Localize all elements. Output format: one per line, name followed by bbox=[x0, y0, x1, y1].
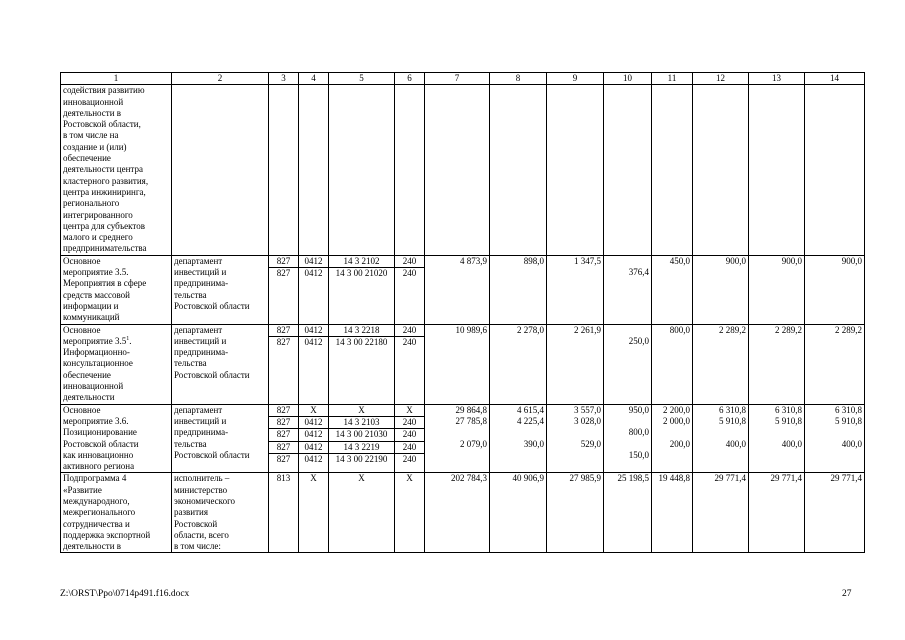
page-number: 27 bbox=[842, 589, 852, 599]
cell-text-line: обеспечение bbox=[63, 369, 111, 380]
cell-text-line: 2 278,0 bbox=[517, 324, 544, 335]
cell-text-line: в том числе на bbox=[63, 130, 119, 141]
year-value-cell bbox=[749, 404, 805, 473]
cell-text-line: поддержка экспортной bbox=[63, 529, 151, 540]
year-value-cell bbox=[490, 324, 547, 404]
cell-text-line: 813 bbox=[276, 473, 291, 484]
cell-text-line: 14 3 2102 bbox=[343, 255, 380, 266]
cell-text-line: 29 771,4 bbox=[830, 473, 862, 484]
year-value-cell bbox=[652, 255, 693, 324]
cell-text-line: департамент bbox=[174, 324, 223, 335]
cell-text-line: 827 bbox=[269, 267, 298, 279]
cell-text-line: 400,0 bbox=[781, 438, 802, 449]
item-name-cell bbox=[61, 324, 172, 404]
cell-text-line: 25 198,5 bbox=[617, 473, 649, 484]
cell-text-line bbox=[654, 427, 690, 438]
column-number-header-row bbox=[61, 73, 865, 85]
cell-text-line: 827 bbox=[269, 416, 298, 428]
cell-text-line bbox=[807, 450, 862, 461]
year-value-cell bbox=[693, 404, 749, 473]
cell-text-line: инновационной bbox=[63, 96, 124, 107]
cell-text-line: Ростовской области, bbox=[63, 119, 141, 130]
cell-text-line: Позиционирование bbox=[63, 427, 137, 438]
cell-text-line: 10 bbox=[623, 73, 632, 83]
cell-text-line: 4 225,4 bbox=[517, 415, 544, 426]
cell-text-line: 40 906,9 bbox=[512, 473, 544, 484]
cell-text-line: мероприятие $3.5^1$. bbox=[63, 335, 132, 346]
budget-table-sheet bbox=[60, 72, 864, 553]
cell-text-line: консультационное bbox=[63, 358, 133, 369]
cell-text-line: 6 bbox=[407, 73, 412, 83]
cell-text-line: 0412 bbox=[299, 267, 328, 279]
cell-text-line: деятельности в bbox=[63, 541, 122, 552]
year-value-cell bbox=[693, 255, 749, 324]
cell-text-line: 827 bbox=[269, 441, 298, 453]
cell-text-line: создание и (или) bbox=[63, 141, 127, 152]
cell-text-line: тельства bbox=[174, 289, 207, 300]
cell-text-line: 240 bbox=[395, 441, 424, 453]
column-number bbox=[172, 73, 269, 85]
cell-text-line: предпринимательства bbox=[63, 243, 147, 254]
cell-text-line: 14 3 2218 bbox=[343, 324, 380, 335]
cell-text-line bbox=[427, 427, 487, 438]
cell-text-line: активного региона bbox=[63, 461, 135, 472]
cell-text-line: 376,4 bbox=[628, 267, 649, 278]
cell-text-line: 0412 bbox=[299, 428, 328, 440]
cell-text-line: 250,0 bbox=[628, 335, 649, 346]
item-name-cell bbox=[61, 85, 172, 255]
cell-text-line: 1 bbox=[113, 73, 119, 83]
cell-text-line: 7 bbox=[454, 73, 460, 83]
cell-text-line: Ростовской bbox=[174, 518, 218, 529]
target-article-cell bbox=[329, 255, 395, 324]
cell-text-line: предпринима- bbox=[174, 347, 229, 358]
cell-text-line: 5 bbox=[359, 73, 364, 83]
cell-text-line: 2 bbox=[217, 73, 223, 83]
cell-text-line bbox=[549, 450, 601, 461]
column-number bbox=[805, 73, 865, 85]
cell-text-line: регионального bbox=[63, 198, 120, 209]
cell-text-line: 6 310,8 bbox=[835, 404, 862, 415]
table-row bbox=[61, 255, 865, 324]
cell-text-line: 200,0 bbox=[669, 438, 690, 449]
column-number bbox=[693, 73, 749, 85]
total-cell bbox=[425, 404, 490, 473]
year-value-cell bbox=[652, 324, 693, 404]
cell-text-line: 898,0 bbox=[523, 255, 544, 266]
cell-text-line: мероприятие 3.6. bbox=[63, 415, 129, 426]
cell-text-line: 400,0 bbox=[841, 438, 862, 449]
cell-text-line: 9 bbox=[572, 73, 578, 83]
cell-text-line: 0412 bbox=[299, 336, 328, 348]
target-article-cell bbox=[329, 473, 395, 553]
cell-text-line bbox=[695, 427, 746, 438]
year-value-cell bbox=[604, 404, 652, 473]
column-number bbox=[61, 73, 172, 85]
cell-text-line bbox=[492, 450, 544, 461]
cell-text-line: 6 310,8 bbox=[719, 404, 746, 415]
cell-text-line: X bbox=[310, 404, 317, 415]
cell-text-line: 0412 bbox=[304, 324, 323, 335]
total-cell bbox=[425, 473, 490, 553]
cell-text-line: Мероприятия в сфере bbox=[63, 278, 147, 289]
expense-type-cell bbox=[395, 324, 425, 404]
cell-text-line: тельства bbox=[174, 358, 207, 369]
year-value-cell bbox=[490, 255, 547, 324]
cell-text-line: 800,0 bbox=[669, 324, 690, 335]
cell-text-line: инвестиций и bbox=[174, 335, 227, 346]
cell-text-line: 5 910,8 bbox=[835, 415, 862, 426]
cell-text-line: 202 784,3 bbox=[451, 473, 487, 484]
column-number bbox=[490, 73, 547, 85]
column-number bbox=[604, 73, 652, 85]
cell-text-line: 29 771,4 bbox=[770, 473, 802, 484]
cell-text-line: исполнитель – bbox=[174, 473, 230, 484]
cell-text-line: 529,0 bbox=[580, 438, 601, 449]
table-row bbox=[61, 473, 865, 553]
cell-text-line: экономического bbox=[174, 495, 236, 506]
year-value-cell bbox=[693, 473, 749, 553]
cell-text-line: Подпрограмма 4 bbox=[63, 473, 127, 484]
column-number bbox=[749, 73, 805, 85]
cell-text-line: 240 bbox=[402, 255, 417, 266]
year-value-cell bbox=[805, 324, 865, 404]
cell-text-line: 827 bbox=[269, 336, 298, 348]
cell-text-line: 400,0 bbox=[725, 438, 746, 449]
year-value-cell bbox=[604, 255, 652, 324]
cell-text-line: Информационно- bbox=[63, 347, 130, 358]
cell-text-line: X bbox=[406, 404, 413, 415]
expense-type-cell bbox=[395, 473, 425, 553]
total-cell bbox=[425, 255, 490, 324]
year-value-cell bbox=[652, 404, 693, 473]
cell-text-line: 2 000,0 bbox=[663, 415, 690, 426]
cell-text-line: 6 310,8 bbox=[775, 404, 802, 415]
grbs-code-cell bbox=[269, 255, 299, 324]
cell-text-line: 14 3 2103 bbox=[329, 416, 394, 428]
cell-text-line: Ростовской области bbox=[63, 438, 139, 449]
cell-text-line: 150,0 bbox=[628, 449, 649, 460]
cell-text-line: коммуникаций bbox=[63, 312, 120, 323]
grbs-code-cell bbox=[269, 324, 299, 404]
executor-cell bbox=[172, 404, 269, 473]
cell-text-line: 4 873,9 bbox=[460, 255, 487, 266]
cell-text-line: 827 bbox=[276, 255, 291, 266]
cell-text-line: центра инжиниринга, bbox=[63, 186, 146, 197]
cell-text-line: 950,0 bbox=[628, 404, 649, 415]
cell-text-line: 390,0 bbox=[523, 438, 544, 449]
year-value-cell bbox=[805, 473, 865, 553]
column-number bbox=[425, 73, 490, 85]
cell-text-line: 14 3 00 21020 bbox=[329, 267, 394, 279]
cell-text-line: 29 864,8 bbox=[455, 404, 487, 415]
cell-text-line: предпринима- bbox=[174, 427, 229, 438]
cell-text-line: 5 910,8 bbox=[719, 415, 746, 426]
cell-text-line: департамент bbox=[174, 255, 223, 266]
cell-text-line: Ростовской области bbox=[174, 449, 250, 460]
cell-text-line bbox=[654, 450, 690, 461]
cell-text-line: 240 bbox=[395, 453, 424, 465]
cell-text-line: малого и среднего bbox=[63, 232, 133, 243]
cell-text-line: в том числе: bbox=[174, 541, 221, 552]
executor-cell bbox=[172, 473, 269, 553]
cell-text-line: 5 910,8 bbox=[775, 415, 802, 426]
cell-text-line: 27 785,8 bbox=[455, 415, 487, 426]
cell-text-line: 900,0 bbox=[841, 255, 862, 266]
year-value-cell bbox=[490, 473, 547, 553]
cell-text-line: 14 3 00 21030 bbox=[329, 428, 394, 440]
cell-text-line bbox=[427, 450, 487, 461]
cell-text-line: деятельности bbox=[63, 392, 115, 403]
cell-text-line: Ростовской области bbox=[174, 300, 250, 311]
cell-text-line: 800,0 bbox=[628, 427, 649, 438]
cell-text-line: содействия развитию bbox=[63, 85, 145, 96]
year-value-cell bbox=[693, 324, 749, 404]
cell-text-line: 14 3 00 22190 bbox=[329, 453, 394, 465]
cell-text-line: сотрудничества и bbox=[63, 518, 130, 529]
year-value-cell bbox=[604, 324, 652, 404]
cell-text-line: 240 bbox=[395, 336, 424, 348]
cell-text-line: 450,0 bbox=[669, 255, 690, 266]
cell-text-line bbox=[751, 450, 802, 461]
cell-text-line bbox=[606, 416, 649, 427]
cell-text-line: 10 989,6 bbox=[455, 324, 487, 335]
column-number bbox=[652, 73, 693, 85]
column-number bbox=[395, 73, 425, 85]
cell-text-line: 8 bbox=[515, 73, 521, 83]
cell-text-line: 14 bbox=[830, 73, 839, 83]
section-code-cell bbox=[299, 255, 329, 324]
cell-text-line: 240 bbox=[395, 416, 424, 428]
cell-text-line: 900,0 bbox=[781, 255, 802, 266]
subprogram-name-cell bbox=[61, 473, 172, 553]
executor-cell bbox=[172, 255, 269, 324]
cell-text-line: 2 289,2 bbox=[719, 324, 746, 335]
cell-text-line: 1 347,5 bbox=[574, 255, 601, 266]
cell-text-line: центра для субъектов bbox=[63, 220, 145, 231]
section-code-cell bbox=[299, 473, 329, 553]
cell-text-line: 29 771,4 bbox=[714, 473, 746, 484]
cell-text-line: 3 028,0 bbox=[574, 415, 601, 426]
cell-text-line: 240 bbox=[402, 324, 417, 335]
cell-text-line: 14 3 00 22180 bbox=[329, 336, 394, 348]
cell-text-line: 2 261,9 bbox=[574, 324, 601, 335]
year-value-cell bbox=[749, 473, 805, 553]
cell-text-line bbox=[549, 427, 601, 438]
cell-text-line: 0412 bbox=[299, 453, 328, 465]
cell-text-line bbox=[695, 450, 746, 461]
cell-text-line: Ростовской области bbox=[174, 369, 250, 380]
year-value-cell bbox=[547, 404, 604, 473]
year-value-cell bbox=[652, 473, 693, 553]
cell-text-line: 27 985,9 bbox=[569, 473, 601, 484]
column-number bbox=[299, 73, 329, 85]
cell-text-line: Основное bbox=[63, 404, 101, 415]
column-number bbox=[269, 73, 299, 85]
cell-text-line: 4 bbox=[311, 73, 316, 83]
grbs-code-cell bbox=[269, 404, 299, 473]
cell-text-line: 827 bbox=[269, 453, 298, 465]
cell-text-line: 900,0 bbox=[725, 255, 746, 266]
year-value-cell bbox=[547, 324, 604, 404]
cell-text-line: инновационной bbox=[63, 381, 124, 392]
cell-text-line: инвестиций и bbox=[174, 267, 227, 278]
cell-text-line: информации и bbox=[63, 300, 119, 311]
column-number bbox=[547, 73, 604, 85]
year-value-cell bbox=[805, 255, 865, 324]
total-cell bbox=[425, 324, 490, 404]
cell-text-line: 11 bbox=[667, 73, 677, 83]
cell-text-line: X bbox=[406, 473, 413, 484]
target-article-cell bbox=[329, 404, 395, 473]
cell-text-line: 13 bbox=[772, 73, 781, 83]
cell-text-line bbox=[492, 427, 544, 438]
cell-text-line: 827 bbox=[276, 404, 291, 415]
cell-text-line: 14 3 2219 bbox=[329, 441, 394, 453]
budget-table bbox=[60, 72, 865, 553]
year-value-cell bbox=[749, 324, 805, 404]
executor-cell bbox=[172, 324, 269, 404]
cell-text-line: X bbox=[310, 473, 317, 484]
cell-text-line: межрегионального bbox=[63, 507, 136, 518]
cell-text-line: «Развитие bbox=[63, 484, 102, 495]
cell-text-line: 12 bbox=[716, 73, 725, 83]
year-value-cell bbox=[490, 404, 547, 473]
year-value-cell bbox=[749, 255, 805, 324]
cell-text-line: департамент bbox=[174, 404, 223, 415]
cell-text-line: 240 bbox=[395, 428, 424, 440]
table-row bbox=[61, 404, 865, 473]
cell-text-line: 19 448,8 bbox=[658, 473, 690, 484]
cell-text-line: области, всего bbox=[174, 529, 229, 540]
cell-text-line: Основное bbox=[63, 324, 101, 335]
cell-text-line: деятельности в bbox=[63, 107, 122, 118]
cell-text-line: 2 079,0 bbox=[460, 438, 487, 449]
section-code-cell bbox=[299, 324, 329, 404]
cell-text-line bbox=[606, 439, 649, 450]
cell-text-line: 2 289,2 bbox=[775, 324, 802, 335]
cell-text-line: 827 bbox=[269, 428, 298, 440]
cell-text-line: средств массовой bbox=[63, 289, 130, 300]
cell-text-line: 827 bbox=[276, 324, 291, 335]
cell-text-line: 4 615,4 bbox=[517, 404, 544, 415]
cell-text-line: мероприятие 3.5. bbox=[63, 267, 129, 278]
cell-text-line: X bbox=[358, 473, 365, 484]
year-value-cell bbox=[547, 255, 604, 324]
grbs-code-cell bbox=[269, 473, 299, 553]
table-row bbox=[61, 85, 865, 255]
year-value-cell bbox=[805, 404, 865, 473]
cell-text-line bbox=[807, 427, 862, 438]
cell-text-line: 240 bbox=[395, 267, 424, 279]
cell-text-line: международного, bbox=[63, 495, 130, 506]
cell-text-line: кластерного развития, bbox=[63, 175, 149, 186]
expense-type-cell bbox=[395, 255, 425, 324]
year-value-cell bbox=[547, 473, 604, 553]
cell-text-line: предпринима- bbox=[174, 278, 229, 289]
file-path-footer: Z:\ORST\Ppo\0714p491.f16.docx bbox=[60, 589, 190, 599]
item-name-cell bbox=[61, 404, 172, 473]
cell-text-line: развития bbox=[174, 507, 209, 518]
cell-text-line: 0412 bbox=[299, 441, 328, 453]
item-name-cell bbox=[61, 255, 172, 324]
cell-text-line: Основное bbox=[63, 255, 101, 266]
cell-text-line: как инновационно bbox=[63, 449, 134, 460]
cell-text-line: 2 200,0 bbox=[663, 404, 690, 415]
cell-text-line: интегрированного bbox=[63, 209, 133, 220]
cell-text-line: обеспечение bbox=[63, 153, 111, 164]
target-article-cell bbox=[329, 324, 395, 404]
cell-text-line: тельства bbox=[174, 438, 207, 449]
cell-text-line: министерство bbox=[174, 484, 228, 495]
cell-text-line: 3 557,0 bbox=[574, 404, 601, 415]
year-value-cell bbox=[604, 473, 652, 553]
column-number bbox=[329, 73, 395, 85]
cell-text-line: деятельности центра bbox=[63, 164, 143, 175]
expense-type-cell bbox=[395, 404, 425, 473]
cell-text-line: 3 bbox=[281, 73, 286, 83]
cell-text-line: X bbox=[358, 404, 365, 415]
cell-text-line: инвестиций и bbox=[174, 415, 227, 426]
section-code-cell bbox=[299, 404, 329, 473]
cell-text-line: 2 289,2 bbox=[835, 324, 862, 335]
cell-text-line bbox=[751, 427, 802, 438]
table-row bbox=[61, 324, 865, 404]
cell-text-line: 0412 bbox=[299, 416, 328, 428]
cell-text-line: 0412 bbox=[304, 255, 323, 266]
